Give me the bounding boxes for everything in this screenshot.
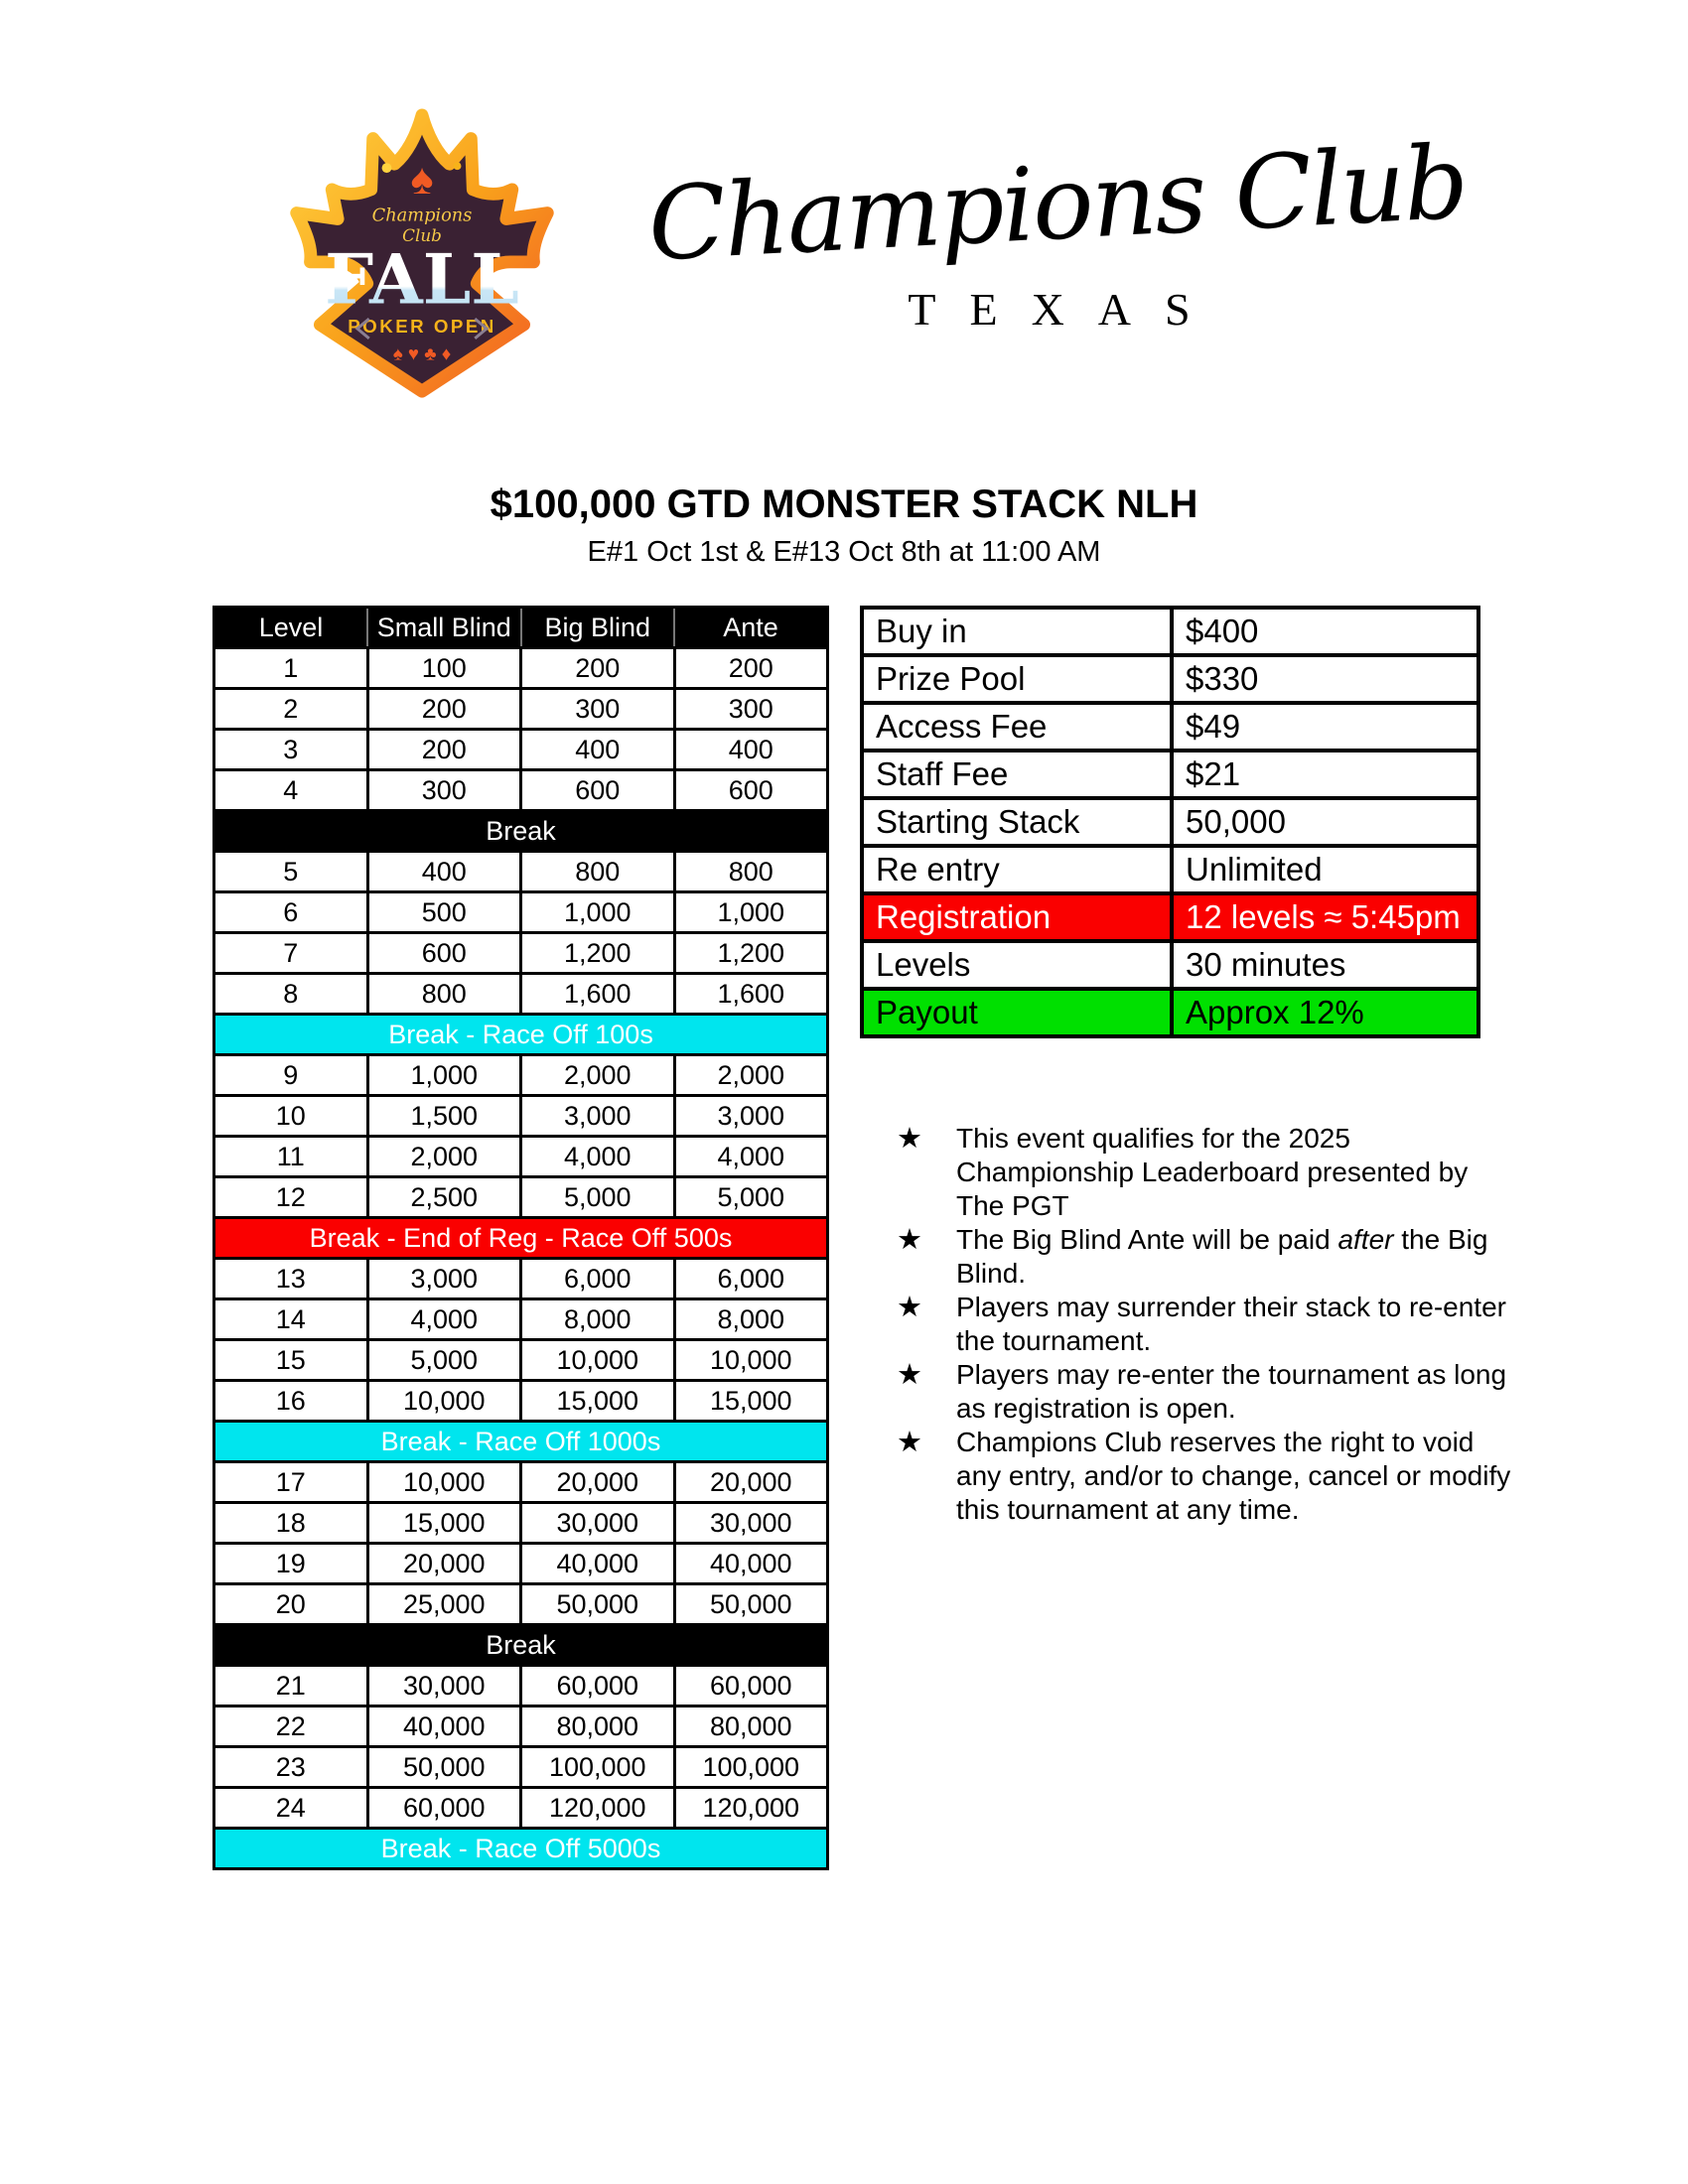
level-cell: 14: [214, 1299, 368, 1340]
big-blind-cell: 600: [521, 770, 675, 811]
info-label: Prize Pool: [862, 655, 1172, 703]
small-blind-cell: 50,000: [367, 1747, 521, 1788]
small-blind-cell: 1,500: [367, 1096, 521, 1137]
ante-cell: 40,000: [674, 1544, 828, 1584]
ante-cell: 1,200: [674, 933, 828, 974]
ante-cell: 6,000: [674, 1259, 828, 1299]
info-row: [862, 703, 1478, 751]
level-cell: 10: [214, 1096, 368, 1137]
blind-level-row: [214, 689, 828, 730]
break-row: [214, 1625, 828, 1666]
blind-level-row: [214, 974, 828, 1015]
ante-cell: 200: [674, 648, 828, 689]
logo-card-suits-icons: ♠ ♥ ♣ ♦: [392, 342, 452, 364]
ante-cell: 600: [674, 770, 828, 811]
blind-level-row: [214, 1055, 828, 1096]
col-header-small-blind: Small Blind: [367, 608, 521, 648]
level-cell: 13: [214, 1259, 368, 1299]
info-label: Starting Stack: [862, 798, 1172, 846]
logo-spade-icon: ♠: [410, 155, 434, 204]
col-header-big-blind: Big Blind: [521, 608, 675, 648]
info-row: [862, 989, 1478, 1036]
info-label: Staff Fee: [862, 751, 1172, 798]
blind-structure-table: [212, 606, 829, 1870]
level-cell: 4: [214, 770, 368, 811]
level-cell: 6: [214, 892, 368, 933]
small-blind-cell: 1,000: [367, 1055, 521, 1096]
level-cell: 9: [214, 1055, 368, 1096]
blind-level-row: [214, 892, 828, 933]
big-blind-cell: 100,000: [521, 1747, 675, 1788]
small-blind-cell: 2,500: [367, 1177, 521, 1218]
info-label: Payout: [862, 989, 1172, 1036]
info-row: [862, 798, 1478, 846]
break-row: [214, 1829, 828, 1869]
blind-level-row: [214, 1584, 828, 1625]
info-label: Levels: [862, 941, 1172, 989]
star-bullet-icon: ★: [897, 1224, 922, 1256]
note-text: This event qualifies for the 2025 Championship Leaderboard presented by The PGT: [956, 1123, 1469, 1221]
level-cell: 17: [214, 1462, 368, 1503]
col-header-level: Level: [214, 608, 368, 648]
blind-level-row: [214, 1340, 828, 1381]
info-row: [862, 751, 1478, 798]
info-label: Registration: [862, 893, 1172, 941]
small-blind-cell: 400: [367, 852, 521, 892]
note-text: Champions Club reserves the right to void any entry, and/or to change, cancel or modify this tournament at any time.: [956, 1427, 1511, 1525]
note-item: [897, 1426, 1522, 1527]
info-value: 12 levels ≈ 5:45pm: [1172, 893, 1478, 941]
break-cell: Break - End of Reg - Race Off 500s: [214, 1218, 828, 1259]
blind-level-row: [214, 1503, 828, 1544]
note-text: Players may surrender their stack to re-enter the tournament.: [956, 1292, 1506, 1356]
break-row: [214, 1422, 828, 1462]
info-value: $330: [1172, 655, 1478, 703]
small-blind-cell: 4,000: [367, 1299, 521, 1340]
blind-level-row: [214, 1706, 828, 1747]
big-blind-cell: 120,000: [521, 1788, 675, 1829]
logo-fall-wordmark: FALL: [325, 239, 519, 321]
level-cell: 24: [214, 1788, 368, 1829]
small-blind-cell: 200: [367, 730, 521, 770]
big-blind-cell: 8,000: [521, 1299, 675, 1340]
big-blind-cell: 50,000: [521, 1584, 675, 1625]
info-label: Access Fee: [862, 703, 1172, 751]
level-cell: 16: [214, 1381, 368, 1422]
info-row: [862, 608, 1478, 655]
blinds-header-row: [214, 608, 828, 648]
logo-poker-open-label: POKER OPEN: [348, 315, 496, 337]
info-value: Unlimited: [1172, 846, 1478, 893]
blind-level-row: [214, 1096, 828, 1137]
star-bullet-icon: ★: [897, 1292, 922, 1323]
ante-cell: 5,000: [674, 1177, 828, 1218]
level-cell: 18: [214, 1503, 368, 1544]
big-blind-cell: 5,000: [521, 1177, 675, 1218]
ante-cell: 30,000: [674, 1503, 828, 1544]
big-blind-cell: 60,000: [521, 1666, 675, 1706]
level-cell: 21: [214, 1666, 368, 1706]
level-cell: 12: [214, 1177, 368, 1218]
big-blind-cell: 4,000: [521, 1137, 675, 1177]
event-dates-subtitle: E#1 Oct 1st & E#13 Oct 8th at 11:00 AM: [587, 536, 1101, 568]
break-cell: Break - Race Off 5000s: [214, 1829, 828, 1869]
big-blind-cell: 200: [521, 648, 675, 689]
star-bullet-icon: ★: [897, 1427, 922, 1458]
blind-level-row: [214, 1544, 828, 1584]
info-label: Buy in: [862, 608, 1172, 655]
small-blind-cell: 60,000: [367, 1788, 521, 1829]
level-cell: 3: [214, 730, 368, 770]
blind-level-row: [214, 1788, 828, 1829]
ante-cell: 50,000: [674, 1584, 828, 1625]
break-row: [214, 811, 828, 852]
ante-cell: 3,000: [674, 1096, 828, 1137]
ante-cell: 1,000: [674, 892, 828, 933]
blind-level-row: [214, 1666, 828, 1706]
level-cell: 20: [214, 1584, 368, 1625]
logo-script-champions: Champions: [371, 205, 473, 226]
blind-level-row: [214, 1462, 828, 1503]
big-blind-cell: 400: [521, 730, 675, 770]
small-blind-cell: 2,000: [367, 1137, 521, 1177]
small-blind-cell: 600: [367, 933, 521, 974]
big-blind-cell: 800: [521, 852, 675, 892]
level-cell: 8: [214, 974, 368, 1015]
ante-cell: 10,000: [674, 1340, 828, 1381]
small-blind-cell: 15,000: [367, 1503, 521, 1544]
info-value: $400: [1172, 608, 1478, 655]
small-blind-cell: 200: [367, 689, 521, 730]
big-blind-cell: 3,000: [521, 1096, 675, 1137]
blind-level-row: [214, 730, 828, 770]
info-label: Re entry: [862, 846, 1172, 893]
blind-level-row: [214, 933, 828, 974]
ante-cell: 2,000: [674, 1055, 828, 1096]
big-blind-cell: 20,000: [521, 1462, 675, 1503]
big-blind-cell: 30,000: [521, 1503, 675, 1544]
big-blind-cell: 15,000: [521, 1381, 675, 1422]
ante-cell: 8,000: [674, 1299, 828, 1340]
level-cell: 19: [214, 1544, 368, 1584]
blind-level-row: [214, 1177, 828, 1218]
level-cell: 5: [214, 852, 368, 892]
blind-level-row: [214, 852, 828, 892]
leaf-accent-dot: [454, 162, 462, 170]
big-blind-cell: 1,600: [521, 974, 675, 1015]
small-blind-cell: 40,000: [367, 1706, 521, 1747]
star-bullet-icon: ★: [897, 1359, 922, 1391]
level-cell: 2: [214, 689, 368, 730]
small-blind-cell: 10,000: [367, 1462, 521, 1503]
col-header-ante: Ante: [674, 608, 828, 648]
break-cell: Break: [214, 1625, 828, 1666]
small-blind-cell: 500: [367, 892, 521, 933]
tournament-info-table: [860, 606, 1480, 1038]
note-item: [897, 1223, 1522, 1291]
tournament-notes-list: [897, 1122, 1522, 1527]
brand-lockup: [635, 123, 1479, 336]
break-cell: Break: [214, 811, 828, 852]
break-cell: Break - Race Off 1000s: [214, 1422, 828, 1462]
info-row: [862, 655, 1478, 703]
ante-cell: 400: [674, 730, 828, 770]
small-blind-cell: 3,000: [367, 1259, 521, 1299]
blind-level-row: [214, 1747, 828, 1788]
note-text: The Big Blind Ante will be paid after the Big Blind.: [956, 1224, 1488, 1289]
ante-cell: 20,000: [674, 1462, 828, 1503]
break-row: [214, 1015, 828, 1055]
brand-region-texas: TEXAS: [908, 284, 1224, 336]
blind-level-row: [214, 1259, 828, 1299]
ante-cell: 4,000: [674, 1137, 828, 1177]
small-blind-cell: 100: [367, 648, 521, 689]
ante-cell: 800: [674, 852, 828, 892]
level-cell: 1: [214, 648, 368, 689]
ante-cell: 100,000: [674, 1747, 828, 1788]
break-row: [214, 1218, 828, 1259]
info-value: 50,000: [1172, 798, 1478, 846]
blind-level-row: [214, 1137, 828, 1177]
event-title: $100,000 GTD MONSTER STACK NLH: [490, 482, 1198, 526]
blind-level-row: [214, 1299, 828, 1340]
small-blind-cell: 10,000: [367, 1381, 521, 1422]
info-row: [862, 941, 1478, 989]
info-value: Approx 12%: [1172, 989, 1478, 1036]
ante-cell: 120,000: [674, 1788, 828, 1829]
note-item: [897, 1358, 1522, 1426]
leaf-accent-dot: [382, 163, 392, 173]
ante-cell: 300: [674, 689, 828, 730]
big-blind-cell: 80,000: [521, 1706, 675, 1747]
big-blind-cell: 6,000: [521, 1259, 675, 1299]
big-blind-cell: 1,000: [521, 892, 675, 933]
break-cell: Break - Race Off 100s: [214, 1015, 828, 1055]
small-blind-cell: 5,000: [367, 1340, 521, 1381]
small-blind-cell: 25,000: [367, 1584, 521, 1625]
level-cell: 15: [214, 1340, 368, 1381]
info-value: $49: [1172, 703, 1478, 751]
level-cell: 22: [214, 1706, 368, 1747]
blind-level-row: [214, 1381, 828, 1422]
big-blind-cell: 300: [521, 689, 675, 730]
ante-cell: 15,000: [674, 1381, 828, 1422]
note-item: [897, 1122, 1522, 1223]
info-row: [862, 893, 1478, 941]
small-blind-cell: 30,000: [367, 1666, 521, 1706]
note-text: Players may re-enter the tournament as long as registration is open.: [956, 1359, 1507, 1424]
small-blind-cell: 20,000: [367, 1544, 521, 1584]
note-item: [897, 1291, 1522, 1358]
big-blind-cell: 1,200: [521, 933, 675, 974]
blind-level-row: [214, 770, 828, 811]
info-value: 30 minutes: [1172, 941, 1478, 989]
brand-script-champions-club: Champions Club: [645, 123, 1470, 285]
level-cell: 7: [214, 933, 368, 974]
level-cell: 23: [214, 1747, 368, 1788]
ante-cell: 1,600: [674, 974, 828, 1015]
big-blind-cell: 40,000: [521, 1544, 675, 1584]
ante-cell: 60,000: [674, 1666, 828, 1706]
info-row: [862, 846, 1478, 893]
star-bullet-icon: ★: [897, 1123, 922, 1155]
level-cell: 11: [214, 1137, 368, 1177]
big-blind-cell: 2,000: [521, 1055, 675, 1096]
ante-cell: 80,000: [674, 1706, 828, 1747]
fall-poker-open-logo: [284, 107, 560, 401]
blind-level-row: [214, 648, 828, 689]
logo-script-club: Club: [402, 225, 442, 246]
info-value: $21: [1172, 751, 1478, 798]
small-blind-cell: 800: [367, 974, 521, 1015]
big-blind-cell: 10,000: [521, 1340, 675, 1381]
small-blind-cell: 300: [367, 770, 521, 811]
